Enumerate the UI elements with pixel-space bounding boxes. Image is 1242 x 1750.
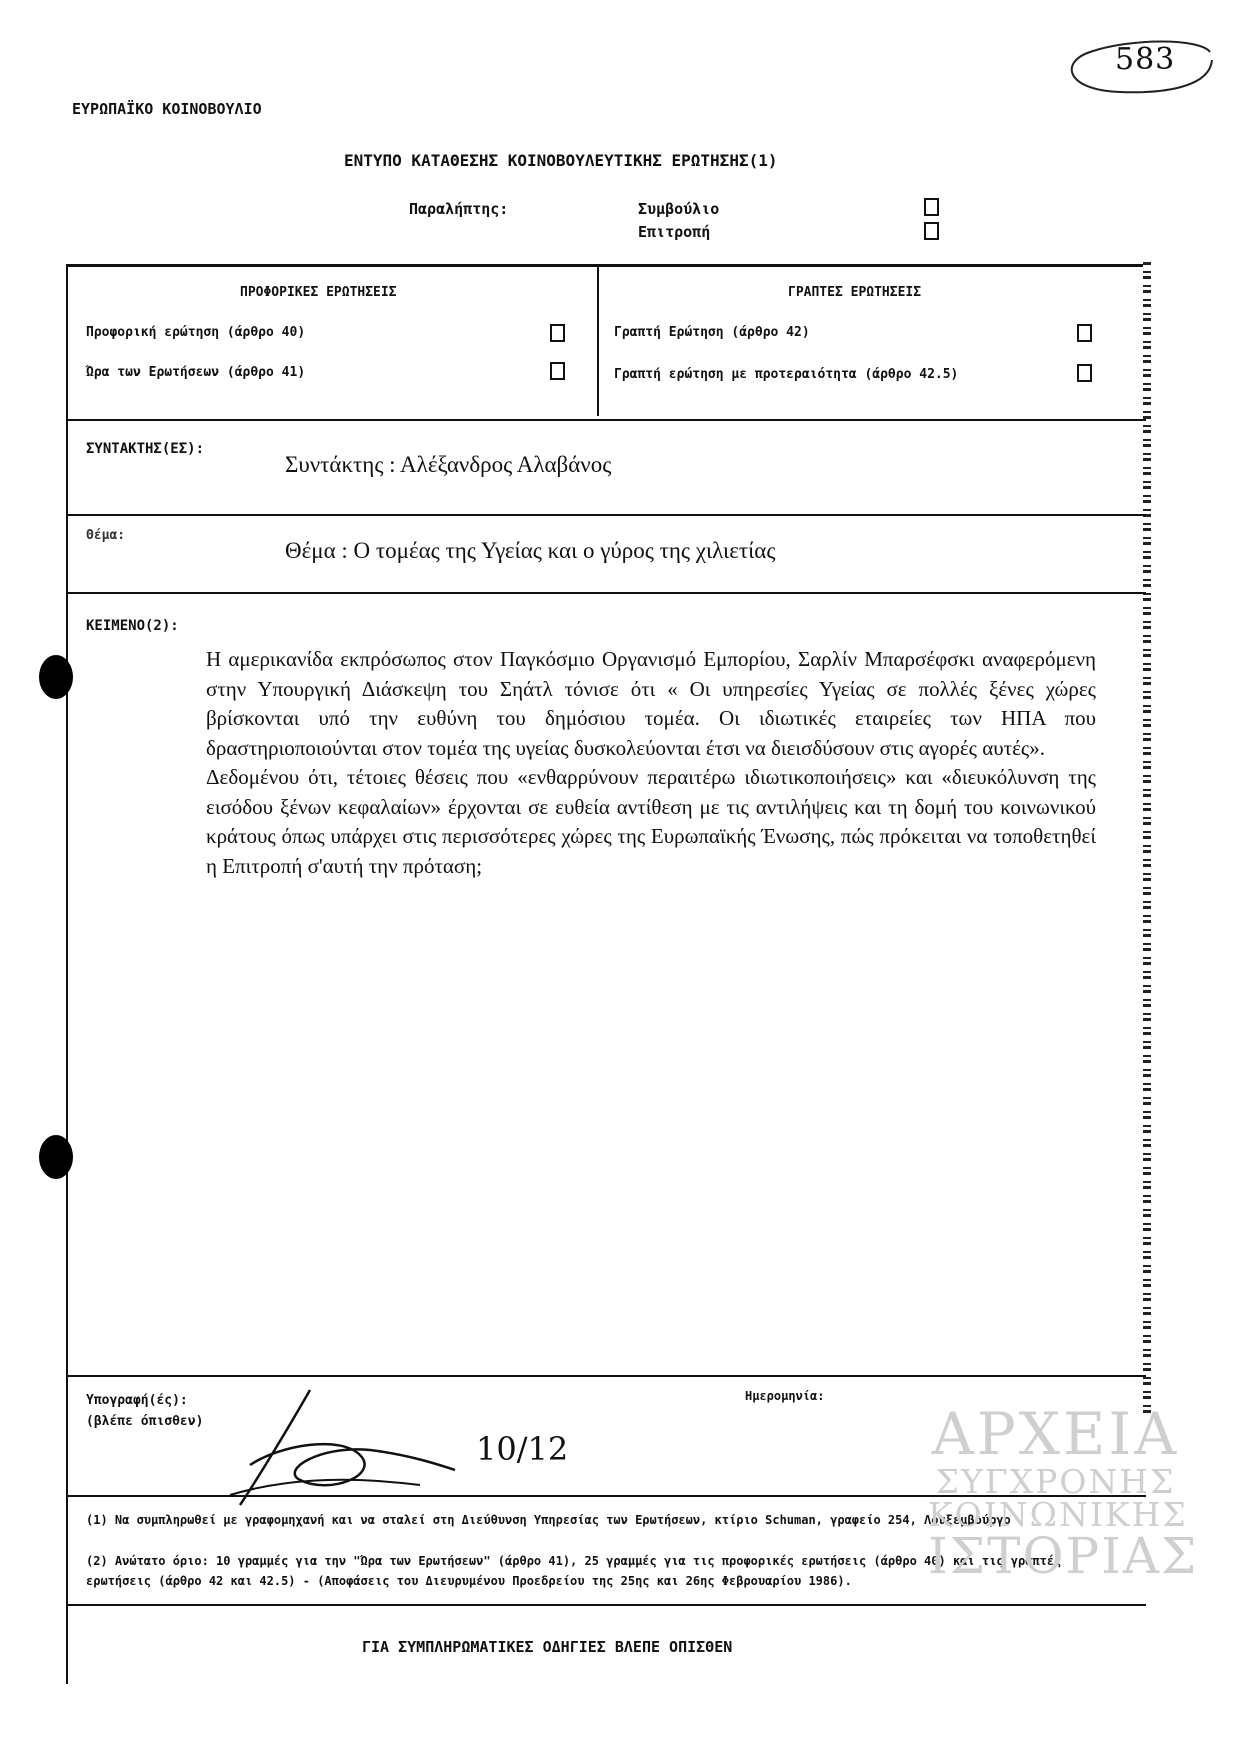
subject-label: Θέμα: (86, 528, 126, 543)
body-paragraph-1: Η αμερικανίδα εκπρόσωπος στον Παγκόσμιο Οργανισμό Εμπορίου, Σαρλίν Μπαρσέφσκι αναφερόμενη στην Υπουργική Διάσκεψη του Σηάτλ τόνισε ότι « Οι υπηρεσίες Υγείας σε πολλές ξένες χώρες βρίσκονται υπό την ευθύνη του δημόσιου τομέα. Οι ιδιωτικές εταιρείες των ΗΠΑ που δραστηριοποιούνται στον τομέα της υγείας δυσκολεύονται έτσι να διεισδύσουν στις αγορές αυτές». (206, 647, 1096, 760)
author-label: ΣΥΝΤΑΚΤΗΣ(ΕΣ): (86, 441, 205, 457)
bottom-note: ΓΙΑ ΣΥΜΠΛΗΡΩΜΑΤΙΚΕΣ ΟΔΗΓΙΕΣ ΒΛΕΠΕ ΟΠΙΣΘΕΝ (362, 1638, 733, 1656)
questions-bottom-line (66, 419, 1146, 421)
institution-name: ΕΥΡΩΠΑΪΚΟ ΚΟΙΝΟΒΟΥΛΙΟ (72, 100, 262, 118)
frame-top (66, 264, 1146, 267)
date-label: Ημερομηνία: (745, 1389, 825, 1403)
signature-label: Υπογραφή(ές): (86, 1393, 188, 1408)
watermark-line-1: ΑΡΧΕΙΑ (931, 1400, 1180, 1468)
watermark-line-3: ΚΟΙΝΩΝΙΚΗΣ (928, 1495, 1188, 1534)
written-questions-heading: ΓΡΑΠΤΕΣ ΕΡΩΤΗΣΕΙΣ (788, 285, 922, 300)
punch-hole-bottom (39, 1135, 73, 1179)
footnote-2: (2) Ανώτατο όριο: 10 γραμμές για την "Ώρα των Ερωτήσεων" (άρθρο 41), 25 γραμμές για τις προφορικές ερωτήσεις (άρθρο 40) και τις γραπτές ερωτήσεις (άρθρο 42 και 42.5) - (Αποφάσεις του Διευρυμένου Προεδρείου της 25ης και 26ης Φεβρουαρίου 1986). (86, 1554, 1062, 1588)
questions-divider (597, 266, 599, 416)
frame-bottom (66, 1604, 1146, 1606)
oral-question-art40: Προφορική ερώτηση (άρθρο 40) (86, 325, 306, 340)
recipient-commission: Επιτροπή (638, 223, 711, 241)
recipient-label: Παραλήπτης: (409, 200, 509, 218)
subject-text: Θέμα : Ο τομέας της Υγείας και ο γύρος της χιλιετίας (285, 538, 776, 563)
author-name: Συντάκτης : Αλέξανδρος Αλαβάνος (285, 452, 612, 477)
question-body (206, 645, 1096, 881)
page-number: 583 (1115, 42, 1176, 77)
written-question-art42: Γραπτή Ερώτηση (άρθρο 42) (614, 325, 810, 340)
recipient-council-checkbox[interactable] (924, 198, 939, 216)
author-bottom-line (66, 514, 1146, 516)
question-time-art41: Ώρα των Ερωτήσεων (άρθρο 41) (86, 365, 306, 380)
body-label: ΚΕΙΜΕΝΟ(2): (86, 618, 179, 634)
priority-written-question-checkbox[interactable] (1077, 364, 1092, 382)
written-question-art42-checkbox[interactable] (1077, 324, 1092, 342)
punch-hole-top (39, 655, 73, 699)
oral-questions-heading: ΠΡΟΦΟΡΙΚΕΣ ΕΡΩΤΗΣΕΙΣ (240, 285, 397, 300)
footnote-1: (1) Να συμπληρωθεί με γραφομηχανή και να σταλεί στη Διεύθυνση Υπηρεσίας των Ερωτήσεων, κτίριο Schuman, γραφείο 254, Λουξεμβούργο (86, 1513, 1011, 1527)
question-time-art41-checkbox[interactable] (550, 362, 565, 380)
form-title: ΕΝΤΥΠΟ ΚΑΤΑΘΕΣΗΣ ΚΟΙΝΟΒΟΥΛΕΥΤΙΚΗΣ ΕΡΩΤΗΣΗΣ(1) (344, 151, 778, 170)
right-border-pattern (1143, 262, 1151, 1417)
recipient-council: Συμβούλιο (638, 200, 720, 218)
archive-watermark-logo (928, 1400, 1199, 1600)
watermark-line-2: ΣΥΓΧΡΟΝΗΣ (935, 1462, 1176, 1501)
signature-sublabel: (βλέπε όπισθεν) (86, 1414, 204, 1429)
signature-top-line (66, 1375, 1146, 1377)
subject-bottom-line (66, 592, 1146, 594)
handwritten-date: 10/12 (476, 1430, 569, 1468)
frame-left (66, 264, 68, 1684)
watermark-line-4: ΙΣΤΟΡΙΑΣ (928, 1527, 1199, 1585)
oral-question-art40-checkbox[interactable] (550, 324, 565, 342)
body-paragraph-2: Δεδομένου ότι, τέτοιες θέσεις που «ενθαρρύνουν περαιτέρω ιδιωτικοποιήσεις» και «διευκόλυνση της εισόδου ξένων κεφαλαίων» έρχονται σε ευθεία αντίθεση με τις αντιλήψεις και τη δομή του κοινωνικού κράτους όπως υπάρχει στις περισσότερες χώρες της Ευρωπαϊκής Ένωσης, πώς πρόκειται να τοποθετηθεί η Επιτροπή σ'αυτή την πρόταση; (206, 765, 1096, 878)
recipient-commission-checkbox[interactable] (924, 222, 939, 240)
priority-written-question: Γραπτή ερώτηση με προτεραιότητα (άρθρο 42.5) (614, 367, 959, 382)
